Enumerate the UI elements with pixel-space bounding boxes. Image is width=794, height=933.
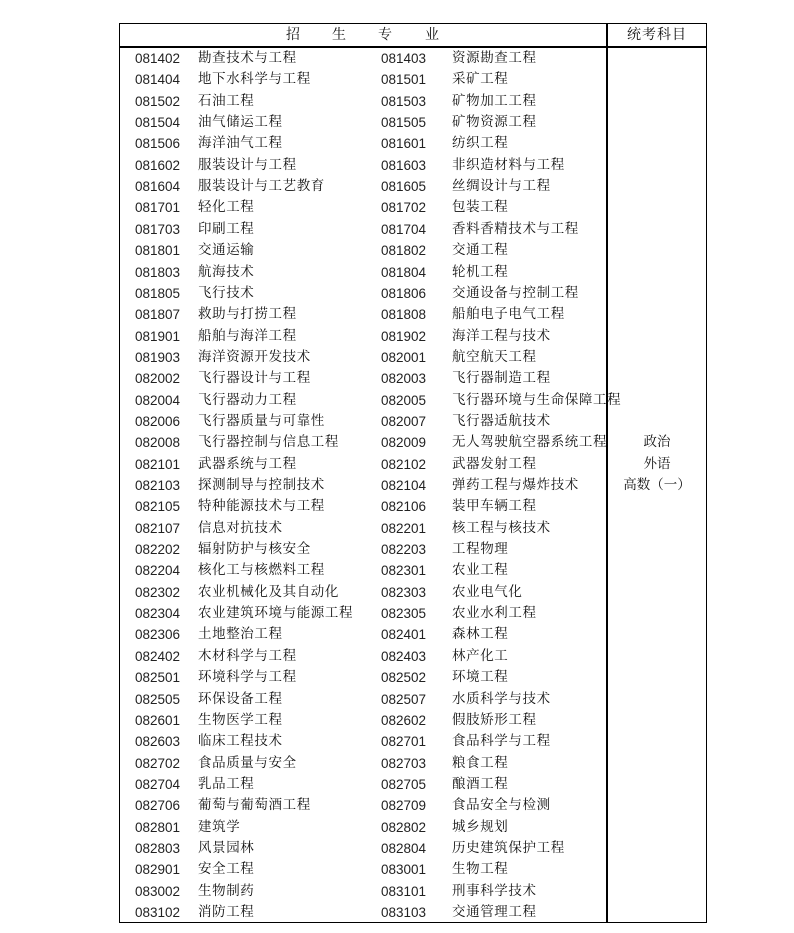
major-name: 飞行器质量与可靠性 bbox=[198, 412, 325, 429]
major-name: 交通管理工程 bbox=[452, 904, 537, 920]
major-name: 包装工程 bbox=[452, 199, 509, 216]
major-name: 交通工程 bbox=[452, 242, 509, 259]
major-name: 粮食工程 bbox=[452, 754, 509, 771]
major-name: 无人驾驶航空器系统工程 bbox=[452, 434, 608, 451]
major-code: 081801 bbox=[135, 243, 181, 259]
table-row bbox=[0, 881, 607, 902]
major-name: 香料香精技术与工程 bbox=[452, 220, 579, 237]
major-name: 生物医学工程 bbox=[198, 711, 283, 728]
table-row bbox=[0, 326, 607, 347]
major-name: 食品科学与工程 bbox=[452, 733, 551, 750]
major-name: 服装设计与工艺教育 bbox=[198, 178, 325, 195]
table-row bbox=[0, 240, 607, 261]
major-code: 081604 bbox=[135, 179, 181, 195]
major-code: 081402 bbox=[135, 51, 181, 66]
major-code: 081702 bbox=[381, 200, 427, 216]
major-name: 核化工与核燃料工程 bbox=[198, 562, 325, 579]
major-code: 082802 bbox=[381, 819, 427, 835]
major-code: 082801 bbox=[135, 819, 181, 835]
major-name: 服装设计与工程 bbox=[198, 156, 297, 173]
major-code: 081601 bbox=[381, 136, 427, 152]
major-name: 城乡规划 bbox=[452, 818, 509, 835]
major-code: 082501 bbox=[135, 670, 181, 686]
table-row bbox=[0, 859, 607, 880]
major-name: 航空航天工程 bbox=[452, 348, 537, 365]
major-code: 082602 bbox=[381, 712, 427, 728]
major-code: 081802 bbox=[381, 243, 427, 259]
major-code: 081501 bbox=[381, 72, 427, 88]
major-name: 飞行器控制与信息工程 bbox=[198, 434, 339, 451]
major-name: 辐射防护与核安全 bbox=[198, 541, 311, 558]
major-name: 纺织工程 bbox=[452, 135, 509, 152]
major-code: 081804 bbox=[381, 264, 427, 280]
table-row bbox=[0, 475, 607, 496]
major-code: 081404 bbox=[135, 72, 181, 88]
major-code: 082505 bbox=[135, 691, 181, 707]
major-code: 082402 bbox=[135, 648, 181, 664]
major-code: 082102 bbox=[381, 456, 427, 472]
header-char: 专 bbox=[378, 27, 392, 43]
major-name: 农业建筑环境与能源工程 bbox=[198, 605, 354, 622]
table-row bbox=[0, 176, 607, 197]
table-row bbox=[0, 560, 607, 581]
table-row bbox=[0, 753, 607, 774]
major-name: 非织造材料与工程 bbox=[452, 156, 565, 173]
major-code: 081703 bbox=[135, 221, 181, 237]
major-name: 森林工程 bbox=[452, 626, 509, 643]
major-name: 武器系统与工程 bbox=[198, 455, 297, 472]
major-name: 假肢矫形工程 bbox=[452, 711, 537, 728]
table-row bbox=[0, 197, 607, 218]
major-name: 航海技术 bbox=[198, 263, 255, 280]
major-name: 生物工程 bbox=[452, 861, 509, 878]
table-row bbox=[0, 304, 607, 325]
header-char: 业 bbox=[425, 27, 439, 43]
major-name: 海洋油气工程 bbox=[198, 135, 283, 152]
subject-math: 高数（一） bbox=[623, 477, 691, 493]
major-code: 081505 bbox=[381, 115, 427, 131]
major-name: 油气储运工程 bbox=[198, 114, 283, 131]
table-row bbox=[0, 795, 607, 816]
table-row bbox=[0, 347, 607, 368]
table-row bbox=[0, 219, 607, 240]
header-char: 生 bbox=[332, 27, 346, 43]
major-name: 临床工程技术 bbox=[198, 733, 283, 750]
major-code: 082709 bbox=[381, 798, 427, 814]
table-row bbox=[0, 774, 607, 795]
major-name: 刑事科学技术 bbox=[452, 882, 537, 899]
major-name: 勘查技术与工程 bbox=[198, 50, 297, 66]
header-char: 招 bbox=[286, 27, 300, 43]
major-code: 081902 bbox=[381, 328, 427, 344]
table-row bbox=[0, 155, 607, 176]
major-code: 081506 bbox=[135, 136, 181, 152]
major-name: 林产化工 bbox=[452, 647, 509, 664]
subject-politics: 政治 bbox=[643, 434, 671, 451]
major-name: 探测制导与控制技术 bbox=[198, 477, 325, 493]
major-code: 082201 bbox=[381, 520, 427, 536]
major-name: 历史建筑保护工程 bbox=[452, 839, 565, 856]
major-name: 特种能源技术与工程 bbox=[198, 498, 325, 515]
major-code: 082304 bbox=[135, 606, 181, 622]
major-code: 082001 bbox=[381, 349, 427, 365]
major-code: 083001 bbox=[381, 862, 427, 878]
major-code: 082008 bbox=[135, 435, 181, 451]
major-code: 081805 bbox=[135, 285, 181, 301]
table-row bbox=[0, 731, 607, 752]
major-code: 082105 bbox=[135, 499, 181, 515]
major-code: 081901 bbox=[135, 328, 181, 344]
major-name: 农业工程 bbox=[452, 562, 509, 579]
major-name: 食品安全与检测 bbox=[452, 797, 551, 814]
major-code: 081605 bbox=[381, 179, 427, 195]
major-name: 救助与打捞工程 bbox=[198, 306, 297, 323]
major-code: 081502 bbox=[135, 93, 181, 109]
major-code: 081403 bbox=[381, 51, 427, 66]
major-code: 082106 bbox=[381, 499, 427, 515]
major-name: 船舶电子电气工程 bbox=[452, 306, 565, 323]
major-code: 081803 bbox=[135, 264, 181, 280]
major-code: 081808 bbox=[381, 307, 427, 323]
major-code: 082804 bbox=[381, 840, 427, 856]
major-name: 木材科学与工程 bbox=[198, 647, 297, 664]
table-row bbox=[0, 262, 607, 283]
table-row bbox=[0, 518, 607, 539]
major-name: 武器发射工程 bbox=[452, 455, 537, 472]
table-row bbox=[0, 411, 607, 432]
major-code: 081807 bbox=[135, 307, 181, 323]
major-name: 农业机械化及其自动化 bbox=[198, 583, 339, 600]
major-code: 081704 bbox=[381, 221, 427, 237]
major-name: 葡萄与葡萄酒工程 bbox=[198, 797, 311, 814]
table-row bbox=[0, 91, 607, 112]
major-code: 083002 bbox=[135, 883, 181, 899]
table-row bbox=[0, 496, 607, 517]
major-code: 081504 bbox=[135, 115, 181, 131]
major-name: 交通运输 bbox=[198, 242, 255, 259]
subject-foreign-language: 外语 bbox=[643, 455, 671, 472]
table-row bbox=[0, 603, 607, 624]
major-code: 082901 bbox=[135, 862, 181, 878]
table-row bbox=[0, 710, 607, 731]
major-code: 082704 bbox=[135, 776, 181, 792]
major-name: 飞行器设计与工程 bbox=[198, 370, 311, 387]
major-name: 飞行技术 bbox=[198, 284, 255, 301]
table-row bbox=[0, 390, 622, 411]
major-code: 082004 bbox=[135, 392, 181, 408]
major-code: 082204 bbox=[135, 563, 181, 579]
major-name: 石油工程 bbox=[198, 92, 255, 109]
major-name: 安全工程 bbox=[198, 861, 255, 878]
major-code: 082705 bbox=[381, 776, 427, 792]
major-name: 采矿工程 bbox=[452, 71, 509, 88]
major-name: 土地整治工程 bbox=[198, 626, 283, 643]
major-name: 环境科学与工程 bbox=[198, 669, 297, 686]
table-row bbox=[0, 69, 607, 90]
major-name: 食品质量与安全 bbox=[198, 754, 297, 771]
major-code: 081806 bbox=[381, 285, 427, 301]
major-code: 082601 bbox=[135, 712, 181, 728]
major-code: 082003 bbox=[381, 371, 427, 387]
major-name: 酿酒工程 bbox=[452, 775, 509, 792]
table-row bbox=[0, 689, 607, 710]
major-code: 081903 bbox=[135, 349, 181, 365]
table-row bbox=[0, 368, 607, 389]
major-name: 交通设备与控制工程 bbox=[452, 284, 579, 301]
major-code: 082005 bbox=[381, 392, 427, 408]
major-name: 轻化工程 bbox=[198, 199, 255, 216]
major-name: 环保设备工程 bbox=[198, 690, 283, 707]
major-code: 081701 bbox=[135, 200, 181, 216]
major-name: 建筑学 bbox=[198, 818, 241, 835]
table-row bbox=[0, 48, 607, 69]
major-name: 飞行器制造工程 bbox=[452, 370, 551, 387]
major-code: 082401 bbox=[381, 627, 427, 643]
major-name: 船舶与海洋工程 bbox=[198, 327, 297, 344]
major-name: 飞行器适航技术 bbox=[452, 412, 551, 429]
major-code: 082103 bbox=[135, 478, 181, 493]
major-code: 082701 bbox=[381, 734, 427, 750]
table-row bbox=[0, 817, 607, 838]
major-code: 082301 bbox=[381, 563, 427, 579]
major-name: 丝绸设计与工程 bbox=[452, 178, 551, 195]
major-code: 082101 bbox=[135, 456, 181, 472]
major-code: 083102 bbox=[135, 905, 181, 920]
major-code: 081503 bbox=[381, 93, 427, 109]
major-name: 核工程与核技术 bbox=[452, 519, 551, 536]
major-name: 环境工程 bbox=[452, 669, 509, 686]
major-name: 轮机工程 bbox=[452, 263, 509, 280]
major-code: 082203 bbox=[381, 542, 427, 558]
table-row bbox=[0, 838, 607, 859]
major-code: 082403 bbox=[381, 648, 427, 664]
major-code: 082507 bbox=[381, 691, 427, 707]
major-name: 飞行器动力工程 bbox=[198, 391, 297, 408]
major-name: 工程物理 bbox=[452, 541, 509, 558]
major-name: 矿物资源工程 bbox=[452, 114, 537, 131]
major-name: 地下水科学与工程 bbox=[198, 71, 311, 88]
major-name: 海洋资源开发技术 bbox=[198, 348, 311, 365]
major-code: 082006 bbox=[135, 413, 181, 429]
table-row bbox=[0, 432, 607, 453]
major-code: 082603 bbox=[135, 734, 181, 750]
major-code: 082502 bbox=[381, 670, 427, 686]
table-row bbox=[0, 646, 607, 667]
major-name: 农业电气化 bbox=[452, 583, 523, 600]
major-name: 资源勘查工程 bbox=[452, 50, 537, 66]
major-name: 印刷工程 bbox=[198, 220, 255, 237]
major-code: 082107 bbox=[135, 520, 181, 536]
header-exam-subjects: 统考科目 bbox=[627, 27, 687, 43]
major-code: 082302 bbox=[135, 584, 181, 600]
table-row bbox=[0, 624, 607, 645]
major-code: 082104 bbox=[381, 478, 427, 493]
table-row bbox=[0, 539, 607, 560]
major-code: 083103 bbox=[381, 905, 427, 920]
major-name: 信息对抗技术 bbox=[198, 519, 283, 536]
major-name: 水质科学与技术 bbox=[452, 690, 551, 707]
major-code: 082007 bbox=[381, 413, 427, 429]
major-name: 风景园林 bbox=[198, 839, 255, 856]
table-row bbox=[0, 582, 607, 603]
major-name: 弹药工程与爆炸技术 bbox=[452, 477, 579, 493]
major-code: 082002 bbox=[135, 371, 181, 387]
table-row bbox=[0, 133, 607, 154]
major-name: 农业水利工程 bbox=[452, 605, 537, 622]
major-code: 082305 bbox=[381, 606, 427, 622]
table-row bbox=[0, 283, 607, 304]
major-code: 082803 bbox=[135, 840, 181, 856]
major-name: 乳品工程 bbox=[198, 775, 255, 792]
major-code: 082306 bbox=[135, 627, 181, 643]
major-name: 飞行器环境与生命保障工程 bbox=[452, 391, 622, 408]
major-code: 081603 bbox=[381, 157, 427, 173]
major-code: 082706 bbox=[135, 798, 181, 814]
major-code: 081602 bbox=[135, 157, 181, 173]
major-code: 082303 bbox=[381, 584, 427, 600]
major-name: 海洋工程与技术 bbox=[452, 327, 551, 344]
major-code: 082202 bbox=[135, 542, 181, 558]
major-name: 生物制药 bbox=[198, 882, 255, 899]
major-code: 083101 bbox=[381, 883, 427, 899]
major-name: 装甲车辆工程 bbox=[452, 498, 537, 515]
major-name: 消防工程 bbox=[198, 904, 255, 920]
major-code: 082702 bbox=[135, 755, 181, 771]
major-code: 082703 bbox=[381, 755, 427, 771]
table-row bbox=[0, 902, 607, 923]
major-code: 082009 bbox=[381, 435, 427, 451]
table-row bbox=[0, 667, 607, 688]
major-name: 矿物加工工程 bbox=[452, 92, 537, 109]
table-row bbox=[0, 454, 607, 475]
table-row bbox=[0, 112, 607, 133]
